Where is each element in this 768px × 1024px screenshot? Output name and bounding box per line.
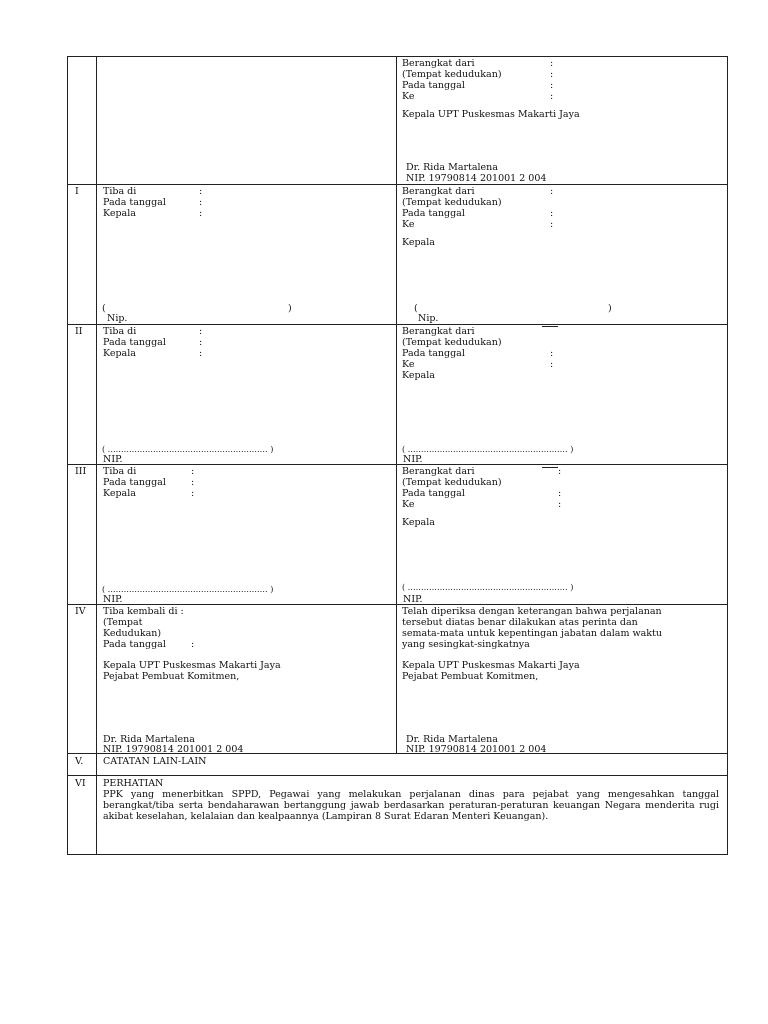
perhatian-title: PERHATIAN bbox=[103, 778, 164, 789]
kepala-label: Kepala bbox=[103, 488, 136, 499]
field-colon: : bbox=[550, 219, 554, 230]
field-colon: : bbox=[191, 488, 195, 499]
tempat-kedudukan-label: (Tempat kedudukan) bbox=[402, 337, 502, 348]
field-colon: : bbox=[558, 499, 562, 510]
berangkat-dari-label: Berangkat dari bbox=[402, 58, 475, 69]
verification-statement-line: Telah diperiksa dengan keterangan bahwa perjalanan bbox=[402, 606, 662, 617]
verification-statement-line: semata-mata untuk kepentingan jabatan dalam waktu bbox=[402, 628, 662, 639]
field-underline-tick bbox=[542, 326, 558, 327]
kedudukan-label: Kedudukan) bbox=[103, 628, 162, 639]
field-colon: : bbox=[550, 58, 554, 69]
pada-tanggal-label: Pada tanggal bbox=[402, 348, 465, 359]
nip-label: Nip. bbox=[418, 313, 439, 324]
field-colon: : bbox=[199, 326, 203, 337]
official-nip: NIP. 19790814 201001 2 004 bbox=[103, 744, 244, 755]
signature-open-paren: ( bbox=[102, 303, 106, 314]
field-colon: : bbox=[199, 337, 203, 348]
kepala-label: Kepala bbox=[402, 237, 435, 248]
pada-tanggal-label: Pada tanggal bbox=[402, 488, 465, 499]
catatan-lain-lain-title: CATATAN LAIN-LAIN bbox=[103, 756, 207, 767]
pada-tanggal-label: Pada tanggal bbox=[402, 80, 465, 91]
field-colon: : bbox=[191, 639, 195, 650]
field-colon: : bbox=[550, 348, 554, 359]
ke-label: Ke bbox=[402, 359, 415, 370]
pada-tanggal-label: Pada tanggal bbox=[103, 197, 166, 208]
field-underline-tick bbox=[542, 467, 558, 468]
row-divider-2 bbox=[67, 324, 728, 325]
nip-label: NIP. bbox=[103, 454, 123, 465]
berangkat-dari-label: Berangkat dari bbox=[402, 326, 475, 337]
field-colon: : bbox=[558, 488, 562, 499]
section-number: IV bbox=[75, 606, 86, 617]
kepala-label: Kepala bbox=[103, 348, 136, 359]
perhatian-body: PPK yang menerbitkan SPPD, Pegawai yang melakukan perjalanan dinas para pejabat yang mengesahkan tanggal berangkat/tiba serta bendaharawan bertanggung jawab berdasarkan peraturan-peraturan keuangan Negara menderita rugi akibat keselahan, kelalaian dan kealpaannya (Lampiran 8 Surat Edaran Menteri Keuangan). bbox=[103, 789, 719, 822]
nip-label: Nip. bbox=[107, 313, 128, 324]
row-divider-1 bbox=[67, 184, 728, 185]
number-column-divider bbox=[96, 56, 97, 855]
tiba-di-label: Tiba di bbox=[103, 326, 137, 337]
official-nip: NIP. 19790814 201001 2 004 bbox=[406, 744, 547, 755]
tiba-di-label: Tiba di bbox=[103, 186, 137, 197]
tempat-kedudukan-label: (Tempat kedudukan) bbox=[402, 69, 502, 80]
signature-close-paren: ) bbox=[288, 303, 292, 314]
section-number: V. bbox=[75, 756, 84, 767]
tempat-kedudukan-label: (Tempat kedudukan) bbox=[402, 197, 502, 208]
signature-open-paren: ( bbox=[414, 303, 418, 314]
nip-label: NIP. bbox=[103, 594, 123, 605]
field-colon: : bbox=[191, 477, 195, 488]
section-number: III bbox=[75, 466, 87, 477]
field-colon: : bbox=[550, 91, 554, 102]
kepala-upt-title: Kepala UPT Puskesmas Makarti Jaya bbox=[402, 109, 580, 120]
section-number: VI bbox=[75, 778, 86, 789]
tempat-label: (Tempat bbox=[103, 617, 143, 628]
pada-tanggal-label: Pada tanggal bbox=[402, 208, 465, 219]
tiba-di-label: Tiba di bbox=[103, 466, 137, 477]
field-colon: : bbox=[550, 186, 554, 197]
kepala-upt-title: Kepala UPT Puskesmas Makarti Jaya bbox=[402, 660, 580, 671]
ke-label: Ke bbox=[402, 219, 415, 230]
field-colon: : bbox=[199, 348, 203, 359]
ppk-title: Pejabat Pembuat Komitmen, bbox=[103, 671, 240, 682]
nip-label: NIP. bbox=[403, 594, 423, 605]
field-colon: : bbox=[550, 69, 554, 80]
kepala-label: Kepala bbox=[402, 370, 435, 381]
verification-statement-line: yang sesingkat-singkatnya bbox=[402, 639, 530, 650]
official-name: Dr. Rida Martalena bbox=[103, 734, 195, 745]
field-underline-tick bbox=[542, 56, 558, 57]
pada-tanggal-label: Pada tanggal bbox=[103, 477, 166, 488]
signature-close-paren: ) bbox=[608, 303, 612, 314]
section-number: I bbox=[75, 186, 79, 197]
official-nip: NIP. 19790814 201001 2 004 bbox=[406, 173, 547, 184]
signature-line: ( …………………………………………………… ) bbox=[102, 585, 274, 594]
field-colon: : bbox=[199, 197, 203, 208]
kepala-upt-title: Kepala UPT Puskesmas Makarti Jaya bbox=[103, 660, 281, 671]
tiba-kembali-label: Tiba kembali di : bbox=[103, 606, 184, 617]
kepala-label: Kepala bbox=[402, 517, 435, 528]
signature-line: ( …………………………………………………… ) bbox=[402, 445, 574, 454]
middle-column-divider bbox=[396, 56, 397, 753]
pada-tanggal-label: Pada tanggal bbox=[103, 337, 166, 348]
ke-label: Ke bbox=[402, 499, 415, 510]
ppk-title: Pejabat Pembuat Komitmen, bbox=[402, 671, 539, 682]
field-colon: : bbox=[558, 466, 562, 477]
row-divider-6 bbox=[67, 775, 728, 776]
field-colon: : bbox=[199, 208, 203, 219]
row-divider-3 bbox=[67, 464, 728, 465]
official-name: Dr. Rida Martalena bbox=[406, 162, 498, 173]
field-colon: : bbox=[550, 359, 554, 370]
tempat-kedudukan-label: (Tempat kedudukan) bbox=[402, 477, 502, 488]
verification-statement-line: tersebut diatas benar dilakukan atas perinta dan bbox=[402, 617, 638, 628]
signature-line: ( …………………………………………………… ) bbox=[402, 583, 574, 592]
field-colon: : bbox=[550, 208, 554, 219]
berangkat-dari-label: Berangkat dari bbox=[402, 466, 475, 477]
field-colon: : bbox=[550, 80, 554, 91]
kepala-label: Kepala bbox=[103, 208, 136, 219]
field-colon: : bbox=[199, 186, 203, 197]
official-name: Dr. Rida Martalena bbox=[406, 734, 498, 745]
ke-label: Ke bbox=[402, 91, 415, 102]
pada-tanggal-label: Pada tanggal bbox=[103, 639, 166, 650]
signature-line: ( …………………………………………………… ) bbox=[102, 445, 274, 454]
row-divider-4 bbox=[67, 604, 728, 605]
berangkat-dari-label: Berangkat dari bbox=[402, 186, 475, 197]
nip-label: NIP. bbox=[403, 454, 423, 465]
section-number: II bbox=[75, 326, 83, 337]
field-colon: : bbox=[191, 466, 195, 477]
